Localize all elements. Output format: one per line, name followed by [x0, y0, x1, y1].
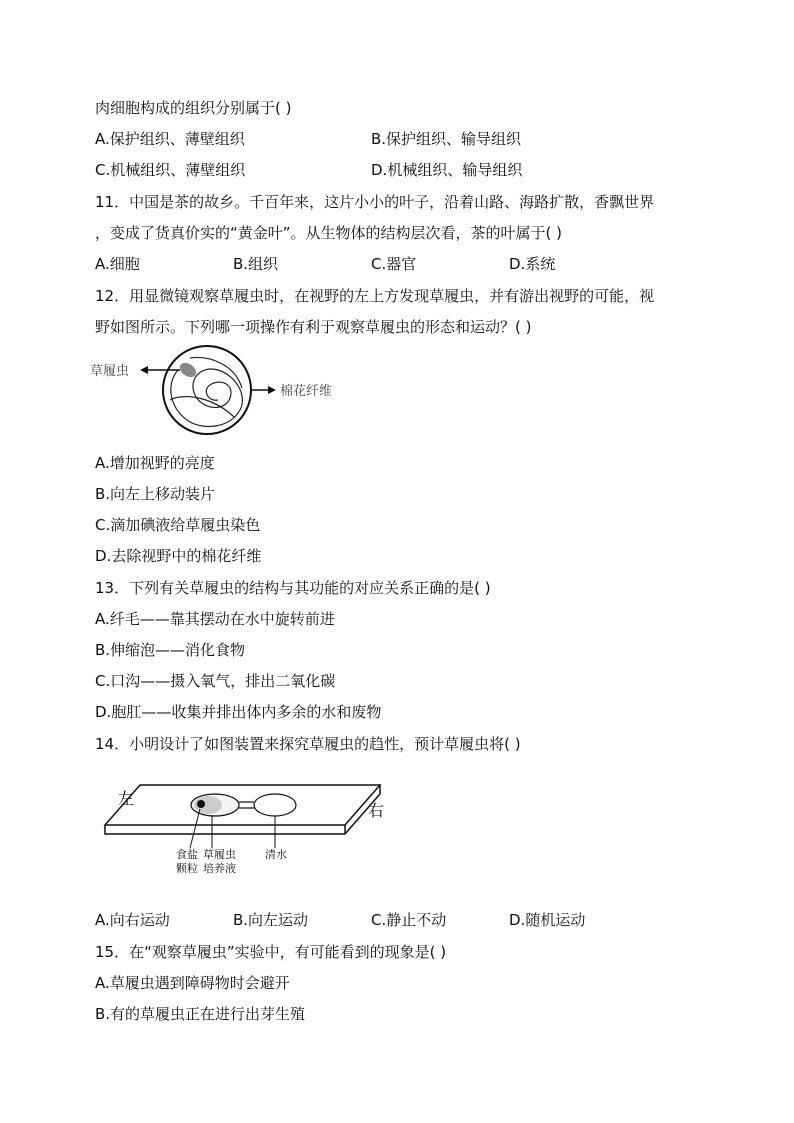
- label-salt-line-2: 颗粒: [176, 862, 198, 875]
- figure-label-right: 右: [368, 801, 385, 820]
- q11-stem-line-1: 11．中国是茶的故乡。千百年来，这片小小的叶子，沿着山路、海路扩散，香飘世界: [95, 193, 655, 211]
- water-drop: [254, 794, 296, 816]
- q10-option-c: C.机械组织、薄壁组织: [95, 161, 246, 179]
- q12-option-d: D.去除视野中的棉花纤维: [95, 547, 262, 565]
- label-water: 清水: [265, 848, 287, 861]
- q15-stem: 15．在“观察草履虫”实验中，有可能看到的现象是( ): [95, 943, 447, 961]
- q12-option-a: A.增加视野的亮度: [95, 454, 215, 472]
- q13-option-b: B.伸缩泡——消化食物: [95, 641, 246, 659]
- q14-option-c: C.静止不动: [371, 911, 447, 929]
- q13-option-a: A.纤毛——靠其摆动在水中旋转前进: [95, 610, 335, 628]
- q13-stem: 13．下列有关草履虫的结构与其功能的对应关系正确的是( ): [95, 579, 491, 597]
- q10-option-d: D.机械组织、输导组织: [371, 161, 523, 179]
- q11-option-a: A.细胞: [95, 255, 140, 273]
- q11-stem-line-2: ，变成了货真价实的“黄金叶”。从生物体的结构层次看，茶的叶属于( ): [95, 224, 563, 242]
- q14-option-b: B.向左运动: [233, 911, 309, 929]
- label-culture-line-1: 草履虫: [203, 848, 236, 861]
- q14-option-d: D.随机运动: [509, 911, 586, 929]
- q10-option-a: A.保护组织、薄壁组织: [95, 130, 245, 148]
- q15-option-a: A.草履虫遇到障碍物时会避开: [95, 974, 290, 992]
- q11-option-b: B.组织: [233, 255, 279, 273]
- figure-label-cotton-fiber: 棉花纤维: [280, 384, 333, 399]
- q12-stem-line-2: 野如图所示。下列哪一项操作有利于观察草履虫的形态和运动？( ): [95, 318, 532, 336]
- label-salt-line-1: 食盐: [176, 848, 198, 861]
- slide-apparatus-figure: [100, 770, 400, 880]
- label-culture-line-2: 培养液: [203, 862, 236, 875]
- q13-option-c: C.口沟——摄入氧气，排出二氧化碳: [95, 672, 336, 690]
- field-of-view-circle: [163, 346, 251, 434]
- q14-stem: 14．小明设计了如图装置来探究草履虫的趋性，预计草履虫将( ): [95, 735, 521, 753]
- q12-option-b: B.向左上移动装片: [95, 485, 216, 503]
- q15-option-b: B.有的草履虫正在进行出芽生殖: [95, 1005, 306, 1023]
- microscope-field-figure: [90, 340, 350, 440]
- q14-option-a: A.向右运动: [95, 911, 170, 929]
- q11-option-d: D.系统: [509, 255, 556, 273]
- q12-option-c: C.滴加碘液给草履虫染色: [95, 516, 261, 534]
- q10-option-b: B.保护组织、输导组织: [371, 130, 522, 148]
- q13-option-d: D.胞肛——收集并排出体内多余的水和废物: [95, 703, 382, 721]
- glass-slide-top: [105, 785, 380, 825]
- salt-granule: [197, 800, 205, 808]
- q10-stem: 肉细胞构成的组织分别属于( ): [95, 99, 292, 117]
- q11-option-c: C.器官: [371, 255, 417, 273]
- q12-stem-line-1: 12．用显微镜观察草履虫时，在视野的左上方发现草履虫，并有游出视野的可能，视: [95, 287, 655, 305]
- figure-label-left: 左: [118, 789, 135, 808]
- figure-label-paramecium: 草履虫: [90, 364, 130, 379]
